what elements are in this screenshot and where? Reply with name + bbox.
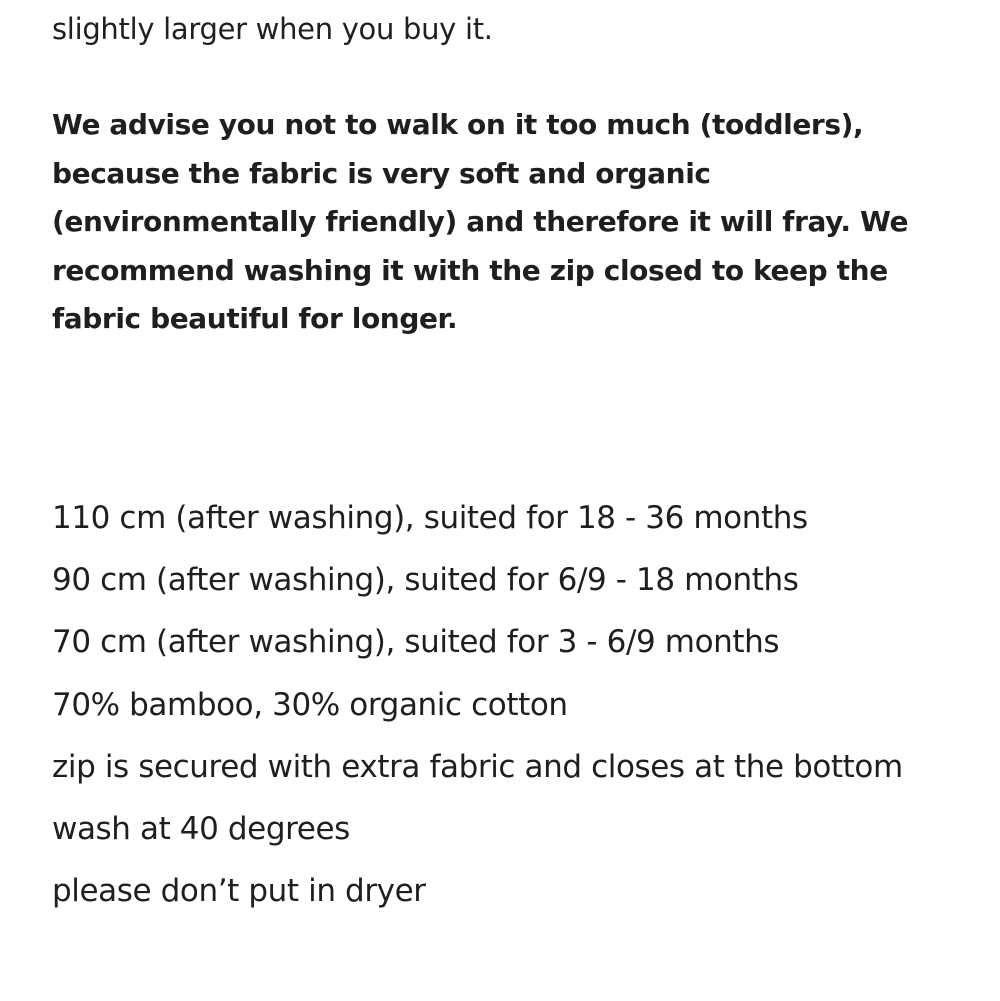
care-advice-line: recommend washing it with the zip closed to keep the (52, 253, 888, 287)
care-advice-paragraph (52, 101, 932, 344)
spec-wash: wash at 40 degrees (52, 811, 350, 848)
care-advice-line: because the fabric is very soft and organic (52, 156, 711, 190)
care-advice-line: (environmentally friendly) and therefore it will fray. We (52, 205, 909, 239)
spec-size-90: 90 cm (after washing), suited for 6/9 - 18 months (52, 562, 799, 599)
description-intro-tail: slightly larger when you buy it. (52, 12, 493, 46)
product-specs-list (52, 487, 903, 922)
spec-material: 70% bamboo, 30% organic cotton (52, 686, 568, 723)
care-advice-line: We advise you not to walk on it too much (toddlers), (52, 108, 864, 141)
care-advice-line: fabric beautiful for longer. (52, 302, 458, 336)
spec-size-110: 110 cm (after washing), suited for 18 - 36 months (52, 500, 808, 536)
spec-size-70: 70 cm (after washing), suited for 3 - 6/9 months (52, 624, 780, 661)
spec-dryer: please don’t put in dryer (52, 873, 426, 910)
spec-zip: zip is secured with extra fabric and closes at the bottom (52, 748, 903, 785)
